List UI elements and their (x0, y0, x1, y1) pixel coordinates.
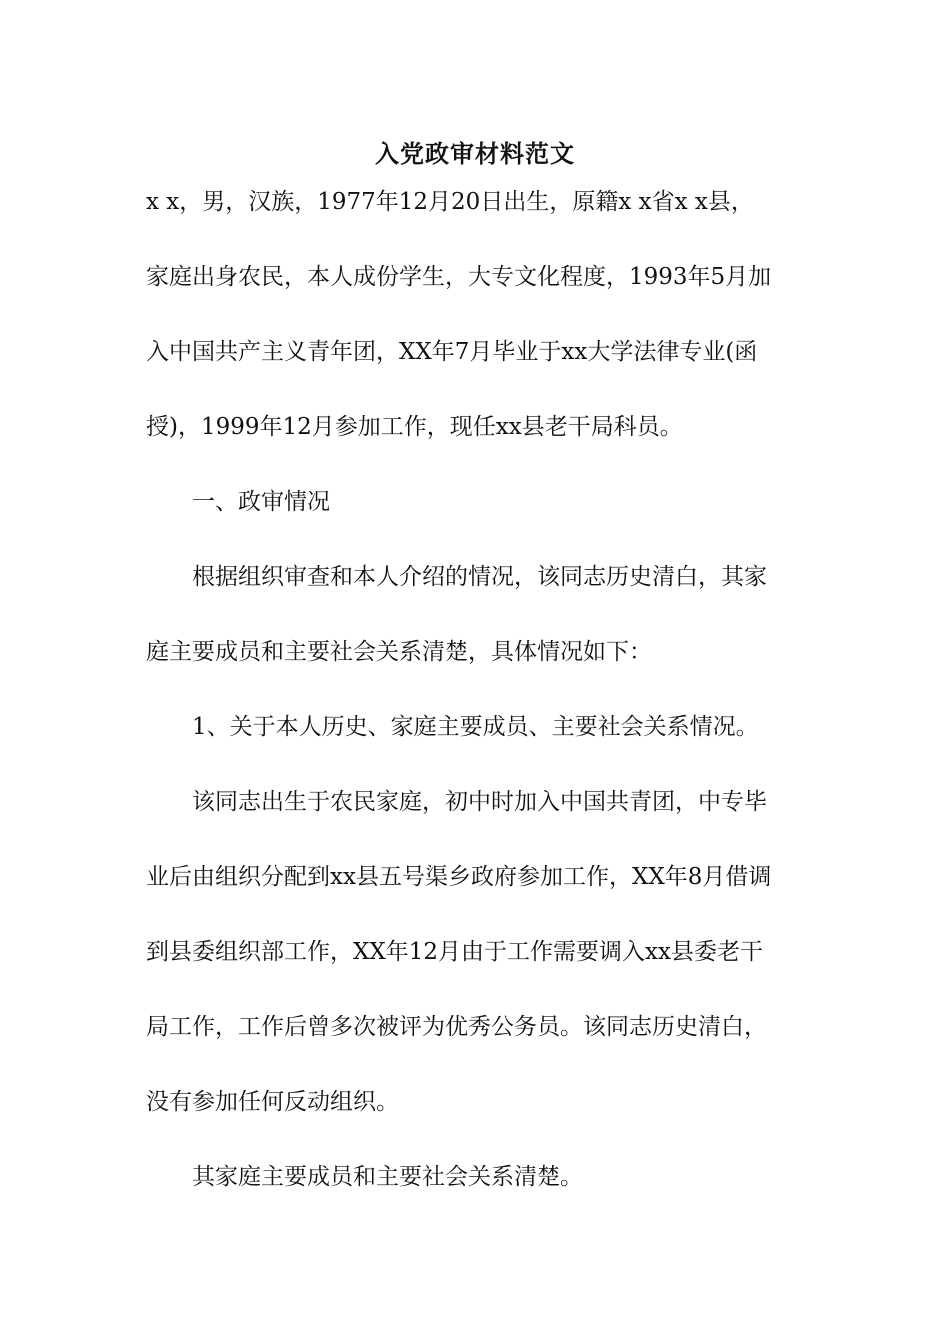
paragraph-line-9: 到县委组织部工作，XX年12月由于工作需要调入xx县委老干 (146, 939, 763, 965)
section-heading: 一、政审情况 (192, 489, 330, 515)
paragraph-line-7: 该同志出生于农民家庭，初中时加入中国共青团，中专毕 (192, 789, 767, 815)
subsection-heading: 1、关于本人历史、家庭主要成员、主要社会关系情况。 (192, 714, 759, 740)
paragraph-line-4: 授)，1999年12月参加工作，现任xx县老干局科员。 (146, 414, 683, 440)
paragraph-line-1: x x，男，汉族，1977年12月20日出生，原籍x x省x x县， (146, 189, 754, 215)
document-title: 入党政审材料范文 (375, 139, 575, 168)
paragraph-line-6: 庭主要成员和主要社会关系清楚，具体情况如下： (146, 639, 652, 665)
paragraph-line-5: 根据组织审查和本人介绍的情况，该同志历史清白，其家 (192, 564, 767, 590)
paragraph-line-10: 局工作，工作后曾多次被评为优秀公务员。该同志历史清白， (146, 1014, 767, 1040)
paragraph-line-11: 没有参加任何反动组织。 (146, 1089, 399, 1115)
paragraph-line-2: 家庭出身农民，本人成份学生，大专文化程度，1993年5月加 (146, 264, 772, 290)
paragraph-line-3: 入中国共产主义青年团，XX年7月毕业于xx大学法律专业(函 (146, 339, 758, 365)
paragraph-line-12: 其家庭主要成员和主要社会关系清楚。 (192, 1164, 583, 1190)
paragraph-line-8: 业后由组织分配到xx县五号渠乡政府参加工作，XX年8月借调 (146, 864, 772, 890)
